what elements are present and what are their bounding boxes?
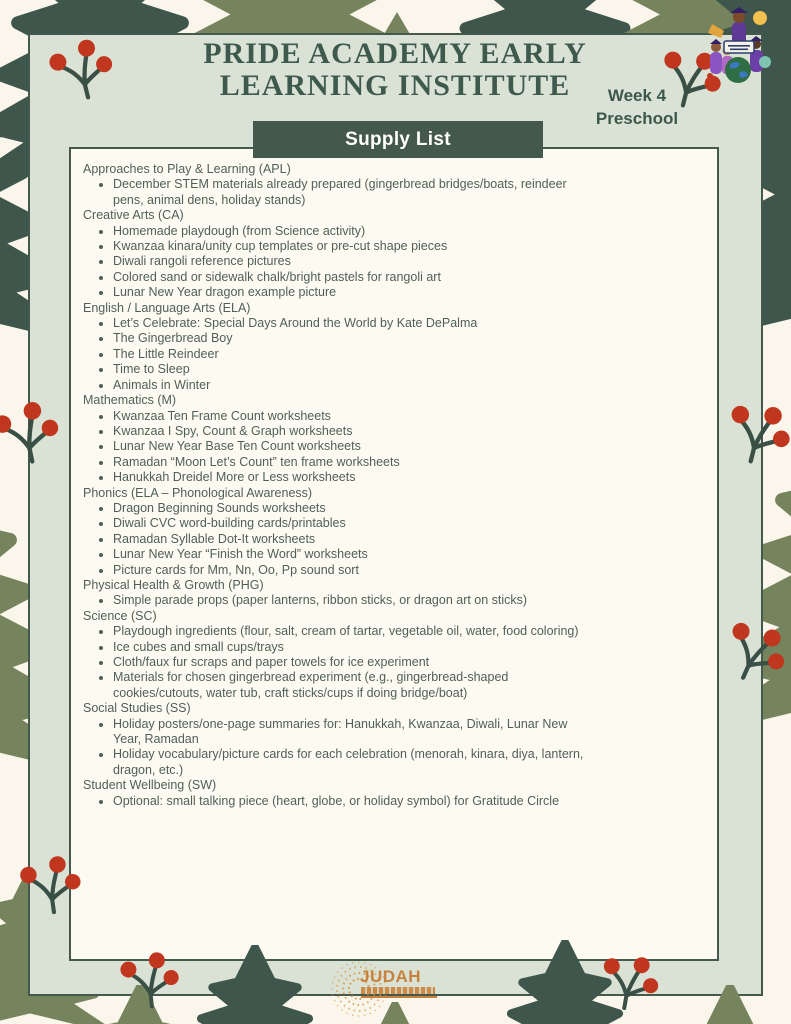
- page-title-line1: PRIDE ACADEMY EARLY: [203, 37, 587, 70]
- supply-list: [83, 162, 588, 809]
- supply-item: [83, 424, 588, 439]
- supply-item-text: Ice cubes and small cups/trays: [113, 639, 284, 654]
- judah-underline: [361, 996, 437, 998]
- supply-item: [83, 593, 588, 608]
- page-title-line2: LEARNING INSTITUTE: [219, 69, 571, 102]
- bullet-icon: [99, 507, 103, 511]
- bullet-icon: [99, 322, 103, 326]
- supply-item-text: December STEM materials already prepared (gingerbread bridges/boats, reindeer pens, animal dens, holiday stands): [113, 177, 567, 207]
- supply-item-text: Picture cards for Mm, Nn, Oo, Pp sound sort: [113, 562, 359, 577]
- supply-item-text: Let’s Celebrate: Special Days Around the World by Kate DePalma: [113, 316, 478, 331]
- supply-item-text: Cloth/faux fur scraps and paper towels for ice experiment: [113, 655, 430, 669]
- supply-item: [83, 362, 588, 377]
- section-header: Physical Health & Growth (PHG): [83, 577, 264, 592]
- supply-item-text: Dragon Beginning Sounds worksheets: [113, 500, 326, 515]
- supply-item: [83, 224, 588, 239]
- bullet-icon: [99, 430, 103, 434]
- supply-item-text: Hanukkah Dreidel More or Less worksheets: [113, 470, 356, 485]
- section-header: Phonics (ELA – Phonological Awareness): [83, 485, 313, 500]
- supply-item-text: Simple parade props (paper lanterns, ribbon sticks, or dragon art on sticks): [113, 593, 528, 608]
- supply-item: [83, 532, 588, 547]
- supply-item-text: Holiday posters/one-page summaries for: Hanukkah, Kwanzaa, Diwali, Lunar New Year, Ramadan: [113, 716, 568, 747]
- supply-item: [83, 547, 588, 562]
- bullet-icon: [99, 276, 103, 280]
- supply-item-text: The Little Reindeer: [113, 346, 219, 361]
- supply-item: [83, 794, 588, 809]
- bullet-icon: [99, 553, 103, 557]
- supply-item: [83, 455, 588, 470]
- supply-item-text: Lunar New Year dragon example picture: [113, 285, 337, 300]
- bullet-icon: [99, 368, 103, 372]
- bullet-icon: [99, 538, 103, 542]
- bullet-icon: [99, 646, 103, 650]
- section-header: Approaches to Play & Learning (APL): [83, 162, 291, 176]
- supply-item: [83, 285, 588, 300]
- judah-brand-text: JUDAH: [360, 967, 422, 986]
- supply-item-text: Diwali rangoli reference pictures: [113, 254, 291, 269]
- bullet-icon: [99, 260, 103, 264]
- supply-item: [83, 239, 588, 254]
- supply-item: [83, 439, 588, 454]
- supply-list-box: [69, 147, 719, 961]
- bullet-icon: [99, 599, 103, 603]
- bullet-icon: [99, 476, 103, 480]
- supply-item: [83, 717, 588, 748]
- bullet-icon: [99, 753, 103, 757]
- supply-item-text: Time to Sleep: [113, 362, 190, 377]
- week-label: Week 4: [607, 86, 667, 105]
- supply-item-text: Kwanzaa I Spy, Count & Graph worksheets: [113, 423, 353, 438]
- supply-item-text: Homemade playdough (from Science activity): [113, 223, 366, 238]
- supply-item: [83, 516, 588, 531]
- bullet-icon: [99, 723, 103, 727]
- supply-item-text: Diwali CVC word-building cards/printables: [113, 516, 346, 531]
- section-header: Social Studies (SS): [83, 701, 191, 716]
- bullet-icon: [99, 569, 103, 573]
- supply-item-text: The Gingerbread Boy: [113, 331, 233, 346]
- supply-item: [83, 655, 588, 670]
- supply-item-text: Animals in Winter: [113, 377, 211, 392]
- section-header: Creative Arts (CA): [83, 208, 184, 223]
- supply-item: [83, 254, 588, 269]
- bullet-icon: [99, 522, 103, 526]
- supply-item-text: Lunar New Year Base Ten Count worksheets: [113, 439, 361, 454]
- bullet-icon: [99, 461, 103, 465]
- school-crest-icon: [702, 4, 772, 88]
- supply-item-text: Kwanzaa kinara/unity cup templates or pre-cut shape pieces: [113, 239, 448, 254]
- grade-label: Preschool: [595, 109, 679, 128]
- supply-item: [83, 747, 588, 778]
- supply-item: [83, 640, 588, 655]
- supply-item: [83, 177, 588, 208]
- berry-sprig-icon: [593, 945, 665, 1017]
- supply-item: [83, 670, 588, 701]
- judah-subtext-bar: [361, 987, 435, 994]
- bullet-icon: [99, 676, 103, 680]
- supply-item-text: Materials for chosen gingerbread experiment (e.g., gingerbread-shaped cookies/cutouts, water tub, craft sticks/cups if doing bridge/boat): [113, 670, 509, 700]
- supply-list-banner: [253, 121, 543, 158]
- supply-item: [83, 501, 588, 516]
- berry-sprig-icon: [115, 945, 183, 1013]
- banner-label: Supply List: [345, 128, 451, 150]
- supply-item: [83, 409, 588, 424]
- bullet-icon: [99, 353, 103, 357]
- bullet-icon: [99, 445, 103, 449]
- section-header: Student Wellbeing (SW): [83, 778, 217, 793]
- supply-item: [83, 347, 588, 362]
- judah-logo: [330, 960, 460, 1018]
- section-header: Mathematics (M): [83, 393, 177, 408]
- supply-item: [83, 316, 588, 331]
- page-title: [150, 38, 640, 102]
- supply-item-text: Kwanzaa Ten Frame Count worksheets: [113, 408, 331, 423]
- bullet-icon: [99, 183, 103, 187]
- supply-item-text: Optional: small talking piece (heart, globe, or holiday symbol) for Gratitude Circle: [113, 793, 560, 808]
- bullet-icon: [99, 661, 103, 665]
- supply-item-text: Colored sand or sidewalk chalk/bright pastels for rangoli art: [113, 269, 441, 284]
- bullet-icon: [99, 630, 103, 634]
- bullet-icon: [99, 800, 103, 804]
- bullet-icon: [99, 384, 103, 388]
- bullet-icon: [99, 337, 103, 341]
- supply-item-text: Ramadan “Moon Let’s Count” ten frame worksheets: [113, 454, 400, 469]
- bullet-icon: [99, 245, 103, 249]
- supply-item: [83, 624, 588, 639]
- section-header: Science (SC): [83, 608, 157, 623]
- supply-item: [83, 270, 588, 285]
- supply-item: [83, 331, 588, 346]
- bullet-icon: [99, 291, 103, 295]
- bullet-icon: [99, 230, 103, 234]
- supply-item: [83, 563, 588, 578]
- supply-item-text: Ramadan Syllable Dot-It worksheets: [113, 531, 316, 546]
- supply-item-text: Playdough ingredients (flour, salt, cream of tartar, vegetable oil, water, food coloring): [113, 624, 579, 639]
- supply-item-text: Holiday vocabulary/picture cards for each celebration (menorah, kinara, diya, lantern, dragon, etc.): [113, 747, 584, 777]
- supply-item: [83, 470, 588, 485]
- bullet-icon: [99, 415, 103, 419]
- supply-item: [83, 378, 588, 393]
- berry-sprig-icon: [14, 848, 86, 920]
- supply-item-text: Lunar New Year “Finish the Word” worksheets: [113, 547, 368, 562]
- section-header: English / Language Arts (ELA): [83, 300, 251, 315]
